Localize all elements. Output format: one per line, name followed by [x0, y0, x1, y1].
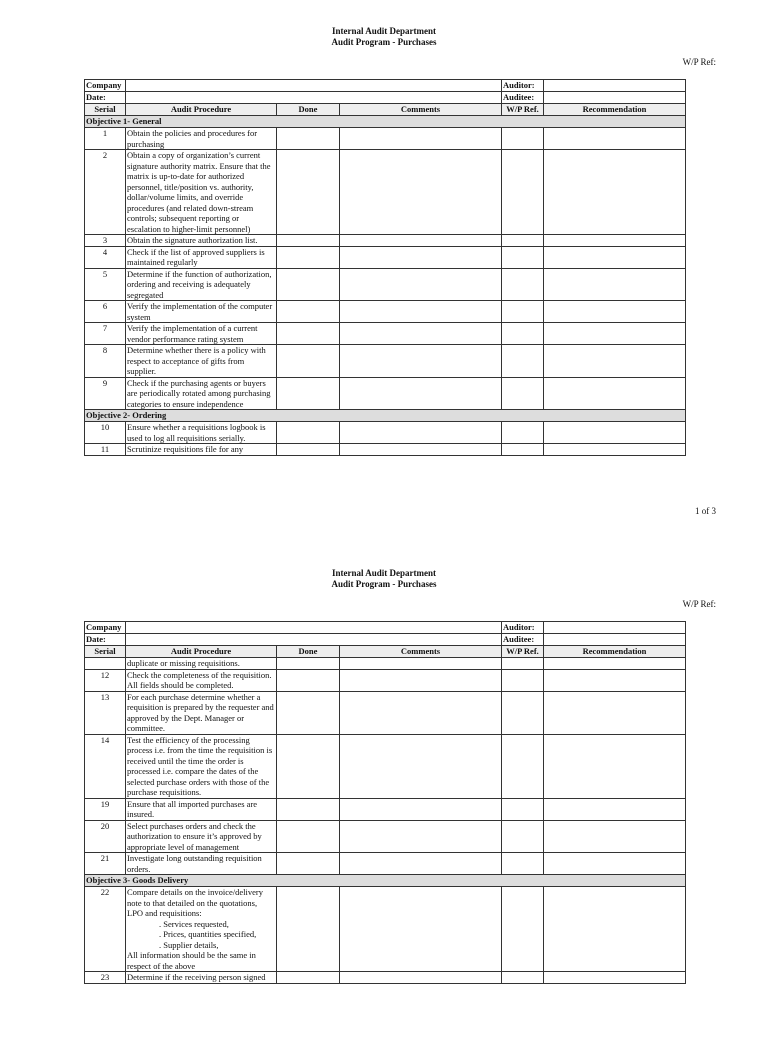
serial-cell	[85, 658, 126, 670]
comments-cell[interactable]	[340, 422, 502, 444]
serial-cell: 2	[85, 150, 126, 235]
wpref-cell[interactable]	[502, 150, 544, 235]
comments-cell[interactable]	[340, 150, 502, 235]
table-row	[85, 444, 686, 456]
done-cell[interactable]	[277, 444, 340, 456]
company-row	[85, 622, 686, 634]
comments-cell[interactable]	[340, 691, 502, 734]
recommendation-cell[interactable]	[544, 669, 686, 691]
wpref-cell[interactable]	[502, 323, 544, 345]
comments-cell[interactable]	[340, 377, 502, 410]
comments-cell[interactable]	[340, 853, 502, 875]
company-label: Company	[85, 622, 126, 634]
department-title: Internal Audit Department	[332, 26, 436, 36]
serial-cell: 20	[85, 820, 126, 853]
serial-cell: 12	[85, 669, 126, 691]
done-cell[interactable]	[277, 853, 340, 875]
done-cell[interactable]	[277, 246, 340, 268]
done-cell[interactable]	[277, 422, 340, 444]
serial-cell: 8	[85, 345, 126, 378]
procedure-cell: Obtain a copy of organization’s current signature authority matrix. Ensure that the matrix is up-to-date for authorized personnel, title/position vs. authority, dollar/volume limits, and override procedures (and related down-stream controls; subsequent reporting or escalation to higher-limit personnel)	[126, 150, 277, 235]
objective-row	[85, 410, 686, 422]
comments-cell[interactable]	[340, 323, 502, 345]
done-cell[interactable]	[277, 669, 340, 691]
comments-cell[interactable]	[340, 235, 502, 247]
auditor-field[interactable]	[544, 622, 686, 634]
procedure-cell: Ensure that all imported purchases are insured.	[126, 798, 277, 820]
wpref-cell[interactable]	[502, 128, 544, 150]
col-comments: Comments	[340, 646, 502, 658]
recommendation-cell[interactable]	[544, 377, 686, 410]
comments-cell[interactable]	[340, 972, 502, 984]
table-row	[85, 658, 686, 670]
col-comments: Comments	[340, 104, 502, 116]
recommendation-cell[interactable]	[544, 444, 686, 456]
serial-cell: 1	[85, 128, 126, 150]
serial-cell: 7	[85, 323, 126, 345]
done-cell[interactable]	[277, 150, 340, 235]
serial-cell: 13	[85, 691, 126, 734]
table-row	[85, 268, 686, 301]
procedure-cell: Select purchases orders and check the authorization to ensure it’s approved by appropriate level of management	[126, 820, 277, 853]
company-row	[85, 80, 686, 92]
recommendation-cell[interactable]	[544, 820, 686, 853]
serial-cell: 19	[85, 798, 126, 820]
comments-cell[interactable]	[340, 246, 502, 268]
recommendation-cell[interactable]	[544, 268, 686, 301]
document-header	[0, 26, 768, 48]
date-label: Date:	[85, 634, 126, 646]
table-row	[85, 377, 686, 410]
done-cell[interactable]	[277, 658, 340, 670]
comments-cell[interactable]	[340, 345, 502, 378]
recommendation-cell[interactable]	[544, 301, 686, 323]
audit-table-clip	[84, 79, 686, 477]
auditee-label: Auditee:	[502, 634, 544, 646]
objective-2-title: Objective 2- Ordering	[85, 410, 686, 422]
procedure-cell: Determine if the function of authorization, ordering and receiving is adequately segregated	[126, 268, 277, 301]
procedure-cell: Scrutinize requisitions file for any	[126, 444, 277, 456]
program-title: Audit Program - Purchases	[331, 579, 437, 589]
page-1	[0, 0, 768, 516]
procedure-cell: For each purchase determine whether a requisition is prepared by the requester and approved by the Dept. Manager or committee.	[126, 691, 277, 734]
done-cell[interactable]	[277, 734, 340, 798]
comments-cell[interactable]	[340, 820, 502, 853]
department-title: Internal Audit Department	[332, 568, 436, 578]
wpref-cell[interactable]	[502, 734, 544, 798]
done-cell[interactable]	[277, 301, 340, 323]
auditee-field[interactable]	[544, 634, 686, 646]
procedure-cell: Test the efficiency of the processing process i.e. from the time the requisition is received until the time the order is processed i.e. compare the dates of the selected purchase orders with those of the purchase requisitions.	[126, 734, 277, 798]
wpref-cell[interactable]	[502, 820, 544, 853]
column-header-row	[85, 104, 686, 116]
serial-cell: 10	[85, 422, 126, 444]
serial-cell: 14	[85, 734, 126, 798]
wpref-cell[interactable]	[502, 691, 544, 734]
table-row	[85, 972, 686, 984]
auditee-field[interactable]	[544, 92, 686, 104]
procedure-cell: Check if the list of approved suppliers is maintained regularly	[126, 246, 277, 268]
recommendation-cell[interactable]	[544, 128, 686, 150]
done-cell[interactable]	[277, 798, 340, 820]
company-field[interactable]	[126, 80, 502, 92]
wpref-cell[interactable]	[502, 798, 544, 820]
recommendation-cell[interactable]	[544, 422, 686, 444]
col-wpref: W/P Ref.	[502, 646, 544, 658]
wpref-cell[interactable]	[502, 246, 544, 268]
auditee-label: Auditee:	[502, 92, 544, 104]
table-row	[85, 323, 686, 345]
procedure-cell	[126, 887, 277, 972]
table-row	[85, 820, 686, 853]
table-row	[85, 691, 686, 734]
recommendation-cell[interactable]	[544, 853, 686, 875]
serial-cell: 4	[85, 246, 126, 268]
page-2	[0, 542, 768, 1054]
table-row	[85, 345, 686, 378]
done-cell[interactable]	[277, 235, 340, 247]
table-row	[85, 246, 686, 268]
serial-cell: 3	[85, 235, 126, 247]
objective-3-title: Objective 3- Goods Delivery	[85, 875, 686, 887]
comments-cell[interactable]	[340, 798, 502, 820]
col-done: Done	[277, 104, 340, 116]
comments-cell[interactable]	[340, 887, 502, 972]
col-done: Done	[277, 646, 340, 658]
table-row	[85, 853, 686, 875]
comments-cell[interactable]	[340, 669, 502, 691]
comments-cell[interactable]	[340, 734, 502, 798]
table-row	[85, 887, 686, 972]
wpref-cell[interactable]	[502, 887, 544, 972]
done-cell[interactable]	[277, 268, 340, 301]
table-row	[85, 150, 686, 235]
done-cell[interactable]	[277, 820, 340, 853]
procedure-cell: Ensure whether a requisitions logbook is used to log all requisitions serially.	[126, 422, 277, 444]
recommendation-cell[interactable]	[544, 798, 686, 820]
col-recommendation: Recommendation	[544, 646, 686, 658]
procedure-cell: Determine whether there is a policy with respect to acceptance of gifts from supplier.	[126, 345, 277, 378]
serial-cell: 22	[85, 887, 126, 972]
recommendation-cell[interactable]	[544, 658, 686, 670]
objective-1-title: Objective 1- General	[85, 116, 686, 128]
wpref-cell[interactable]	[502, 669, 544, 691]
wpref-cell[interactable]	[502, 853, 544, 875]
procedure-cell: Verify the implementation of a current vendor performance rating system	[126, 323, 277, 345]
date-label: Date:	[85, 92, 126, 104]
recommendation-cell[interactable]	[544, 235, 686, 247]
done-cell[interactable]	[277, 972, 340, 984]
comments-cell[interactable]	[340, 268, 502, 301]
col-serial: Serial	[85, 646, 126, 658]
table-row	[85, 235, 686, 247]
procedure-cell: Check if the purchasing agents or buyers are periodically rotated among purchasing categories to ensure independence	[126, 377, 277, 410]
objective-row	[85, 875, 686, 887]
comments-cell[interactable]	[340, 128, 502, 150]
page-number: 1 of 3	[695, 506, 716, 516]
serial-cell: 5	[85, 268, 126, 301]
procedure-bullet: . Services requested,	[159, 918, 229, 929]
auditor-label: Auditor:	[502, 622, 544, 634]
done-cell[interactable]	[277, 323, 340, 345]
auditor-field[interactable]	[544, 80, 686, 92]
auditor-label: Auditor:	[502, 80, 544, 92]
document-header	[0, 568, 768, 590]
recommendation-cell[interactable]	[544, 972, 686, 984]
wpref-cell[interactable]	[502, 422, 544, 444]
procedure-cell: Verify the implementation of the computer system	[126, 301, 277, 323]
col-recommendation: Recommendation	[544, 104, 686, 116]
wpref-cell[interactable]	[502, 301, 544, 323]
serial-cell: 6	[85, 301, 126, 323]
table-row	[85, 301, 686, 323]
wpref-cell[interactable]	[502, 235, 544, 247]
recommendation-cell[interactable]	[544, 691, 686, 734]
procedure-intro: Compare details on the invoice/delivery note to that detailed on the quotations, LPO and requisitions:	[127, 887, 263, 918]
program-title: Audit Program - Purchases	[331, 37, 437, 47]
date-field[interactable]	[126, 92, 502, 104]
table-row	[85, 128, 686, 150]
procedure-outro: All information should be the same in respect of the above	[127, 950, 256, 971]
recommendation-cell[interactable]	[544, 887, 686, 972]
recommendation-cell[interactable]	[544, 150, 686, 235]
procedure-cell: Check the completeness of the requisition. All fields should be completed.	[126, 669, 277, 691]
procedure-bullet: . Supplier details,	[159, 939, 219, 950]
wpref-cell[interactable]	[502, 972, 544, 984]
table-row	[85, 422, 686, 444]
procedure-cell: Investigate long outstanding requisition orders.	[126, 853, 277, 875]
audit-table	[84, 621, 686, 984]
recommendation-cell[interactable]	[544, 323, 686, 345]
done-cell[interactable]	[277, 377, 340, 410]
col-serial: Serial	[85, 104, 126, 116]
serial-cell: 9	[85, 377, 126, 410]
comments-cell[interactable]	[340, 658, 502, 670]
procedure-cell: Obtain the signature authorization list.	[126, 235, 277, 247]
wp-ref-label: W/P Ref:	[682, 57, 716, 67]
col-wpref: W/P Ref.	[502, 104, 544, 116]
table-row	[85, 734, 686, 798]
company-field[interactable]	[126, 622, 502, 634]
recommendation-cell[interactable]	[544, 734, 686, 798]
comments-cell[interactable]	[340, 301, 502, 323]
wpref-cell[interactable]	[502, 658, 544, 670]
wpref-cell[interactable]	[502, 345, 544, 378]
serial-cell: 23	[85, 972, 126, 984]
done-cell[interactable]	[277, 887, 340, 972]
done-cell[interactable]	[277, 345, 340, 378]
date-row	[85, 634, 686, 646]
procedure-cell: duplicate or missing requisitions.	[126, 658, 277, 670]
date-row	[85, 92, 686, 104]
serial-cell: 11	[85, 444, 126, 456]
procedure-cell: Determine if the receiving person signed	[126, 972, 277, 984]
wpref-cell[interactable]	[502, 268, 544, 301]
objective-row	[85, 116, 686, 128]
audit-table-clip	[84, 621, 686, 1017]
column-header-row	[85, 646, 686, 658]
recommendation-cell[interactable]	[544, 246, 686, 268]
company-label: Company	[85, 80, 126, 92]
table-row	[85, 669, 686, 691]
wpref-cell[interactable]	[502, 377, 544, 410]
wp-ref-label: W/P Ref:	[682, 599, 716, 609]
procedure-bullet: . Prices, quantities specified,	[159, 929, 257, 939]
done-cell[interactable]	[277, 128, 340, 150]
serial-cell: 21	[85, 853, 126, 875]
comments-cell[interactable]	[340, 444, 502, 456]
date-field[interactable]	[126, 634, 502, 646]
procedure-cell: Obtain the policies and procedures for purchasing	[126, 128, 277, 150]
col-procedure: Audit Procedure	[126, 646, 277, 658]
table-row	[85, 798, 686, 820]
col-procedure: Audit Procedure	[126, 104, 277, 116]
done-cell[interactable]	[277, 691, 340, 734]
wpref-cell[interactable]	[502, 444, 544, 456]
audit-table	[84, 79, 686, 456]
recommendation-cell[interactable]	[544, 345, 686, 378]
